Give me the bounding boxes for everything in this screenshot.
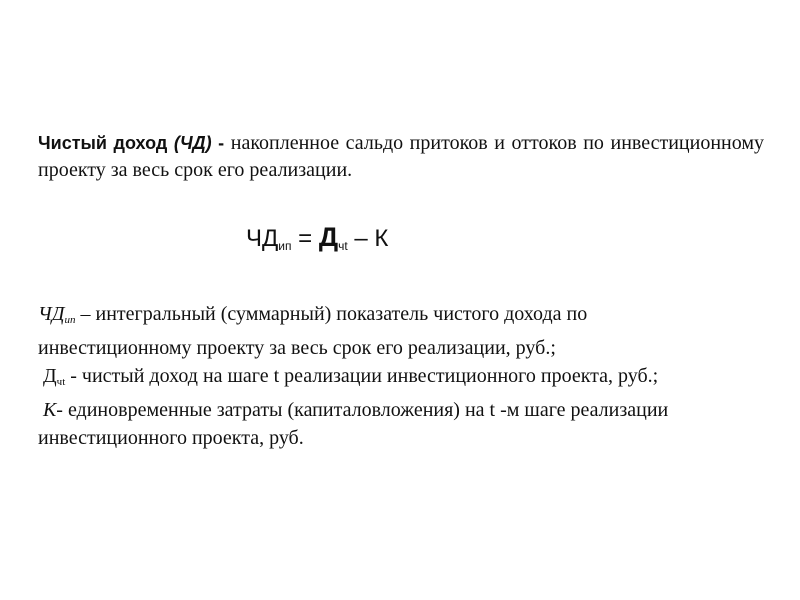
definition-term <box>38 133 224 153</box>
legend-item-1-text-2: инвестиционному проекту за весь срок его реализации, руб.; <box>38 337 556 359</box>
legend-item-3-line-2 <box>38 424 778 452</box>
legend-item-3-text-2: инвестиционного проекта, руб. <box>38 427 304 449</box>
legend-item-2 <box>38 362 778 396</box>
legend-item-2-text: - чистый доход на шаге t реализации инвестиционного проекта, руб.; <box>70 365 659 387</box>
legend-item-2-subscript: чt <box>56 376 66 388</box>
definition-text-line-2: инвестиционному проекту за весь срок его реализации. <box>38 132 765 181</box>
formula-rhs-term: Д <box>318 222 339 252</box>
definition-paragraph <box>38 130 764 184</box>
formula <box>246 222 388 253</box>
formula-minus: – <box>354 225 368 252</box>
legend-item-3-text-1: - единовременные затраты (капиталовложения) на t -м шаге реализации <box>56 399 669 421</box>
legend-item-3-line-1 <box>38 396 778 424</box>
legend-item-1-line-1 <box>38 300 778 334</box>
term-name: Чистый доход <box>38 133 168 153</box>
legend-item-1-text-1: – интегральный (суммарный) показатель чистого дохода по <box>80 303 588 325</box>
legend <box>38 300 778 452</box>
legend-item-2-symbol: Д <box>43 365 57 387</box>
legend-item-1-symbol: ЧД <box>38 303 65 325</box>
formula-rhs-subscript: чt <box>338 239 348 253</box>
legend-item-1-line-2 <box>38 334 778 362</box>
definition-text-line-1: накопленное сальдо притоков и оттоков по <box>230 132 604 154</box>
term-abbreviation: (ЧД) <box>173 133 212 153</box>
formula-rhs-k: К <box>374 225 389 252</box>
legend-item-1-subscript: ип <box>64 314 76 326</box>
term-dash: - <box>218 133 225 153</box>
formula-lhs-subscript: ип <box>278 239 292 253</box>
legend-item-3-symbol: К <box>43 399 57 421</box>
formula-lhs: ЧД <box>246 225 279 252</box>
formula-equals: = <box>298 225 313 252</box>
